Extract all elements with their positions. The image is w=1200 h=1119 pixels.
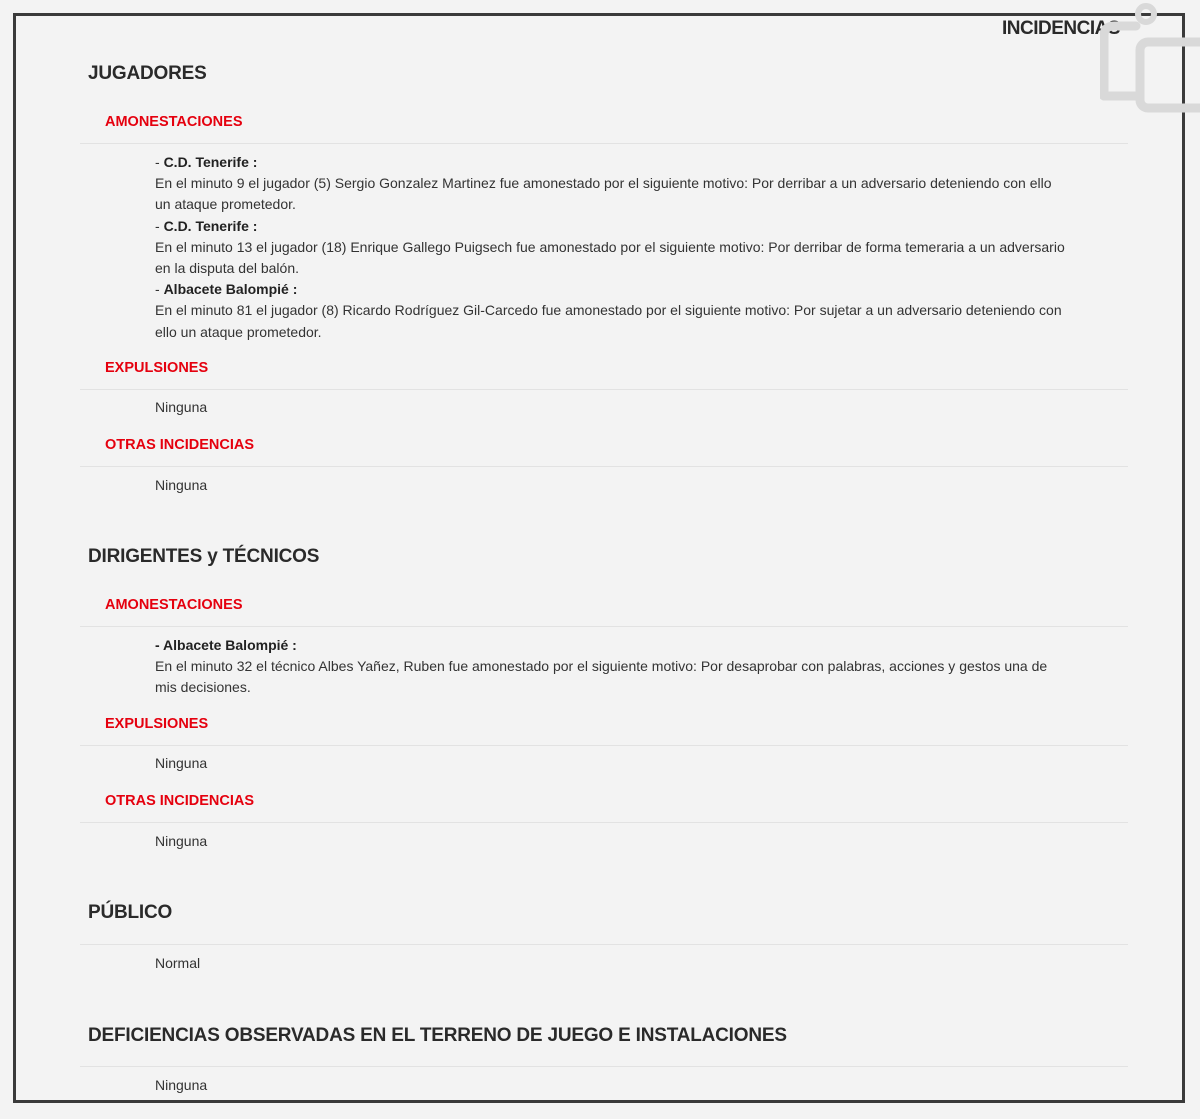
- subsection-otras-dirigentes: OTRAS INCIDENCIAS: [105, 793, 255, 809]
- clipboard-watermark-icon: [1100, 0, 1200, 116]
- divider: [80, 143, 1128, 144]
- list-item: [155, 279, 1065, 343]
- entry-text: En el minuto 13 el jugador (18) Enrique Gallego Puigsech fue amonestado por el siguiente motivo: Por derribar de forma temeraria a un adversario en la disputa del balón.: [155, 238, 1065, 277]
- list-item: [155, 635, 1065, 699]
- list-item: [155, 152, 1065, 216]
- divider: [80, 466, 1128, 467]
- entry-text: En el minuto 81 el jugador (8) Ricardo Rodríguez Gil-Carcedo fue amonestado por el siguiente motivo: Por sujetar a un adversario deteniendo con ello un ataque prometedor.: [155, 302, 1062, 340]
- entry-team: - Albacete Balompié :: [155, 637, 297, 653]
- subsection-otras-jugadores: OTRAS INCIDENCIAS: [105, 437, 255, 453]
- expulsiones-value-jugadores: Ninguna: [155, 399, 208, 415]
- entry-text: En el minuto 9 el jugador (5) Sergio Gonzalez Martinez fue amonestado por el siguiente motivo: Por derribar a un adversario deteniendo con ello un ataque prometedor.: [155, 175, 1052, 213]
- divider: [80, 822, 1128, 823]
- section-title-dirigentes: DIRIGENTES y TÉCNICOS: [88, 546, 320, 567]
- page-title: INCIDENCIAS: [1001, 18, 1120, 39]
- publico-value: Normal: [155, 955, 201, 971]
- entry-team: - Albacete Balompié :: [155, 281, 298, 298]
- divider: [80, 626, 1128, 627]
- amonestaciones-list-dirigentes: [155, 635, 1065, 699]
- otras-value-dirigentes: Ninguna: [155, 833, 208, 849]
- expulsiones-value-dirigentes: Ninguna: [155, 755, 208, 771]
- divider: [80, 944, 1128, 945]
- entry-team: - C.D. Tenerife :: [155, 217, 258, 234]
- otras-value-jugadores: Ninguna: [155, 477, 208, 493]
- subsection-amonestaciones-dirigentes: AMONESTACIONES: [105, 597, 243, 613]
- section-title-jugadores: JUGADORES: [88, 63, 207, 84]
- section-title-deficiencias: DEFICIENCIAS OBSERVADAS EN EL TERRENO DE JUEGO E INSTALACIONES: [88, 1025, 787, 1046]
- entry-team: - C.D. Tenerife :: [155, 154, 258, 170]
- subsection-expulsiones-jugadores: EXPULSIONES: [105, 360, 209, 376]
- list-item: [155, 216, 1065, 280]
- section-title-publico: PÚBLICO: [88, 902, 173, 923]
- divider: [80, 389, 1128, 390]
- deficiencias-value: Ninguna: [155, 1077, 208, 1093]
- subsection-expulsiones-dirigentes: EXPULSIONES: [105, 716, 209, 732]
- subsection-amonestaciones-jugadores: AMONESTACIONES: [105, 114, 243, 130]
- divider: [80, 745, 1128, 746]
- amonestaciones-list-jugadores: [155, 152, 1065, 343]
- entry-text: En el minuto 32 el técnico Albes Yañez, Ruben fue amonestado por el siguiente motivo: Por desaprobar con palabras, acciones y gestos una de mis decisiones.: [155, 658, 1048, 696]
- divider: [80, 1066, 1128, 1067]
